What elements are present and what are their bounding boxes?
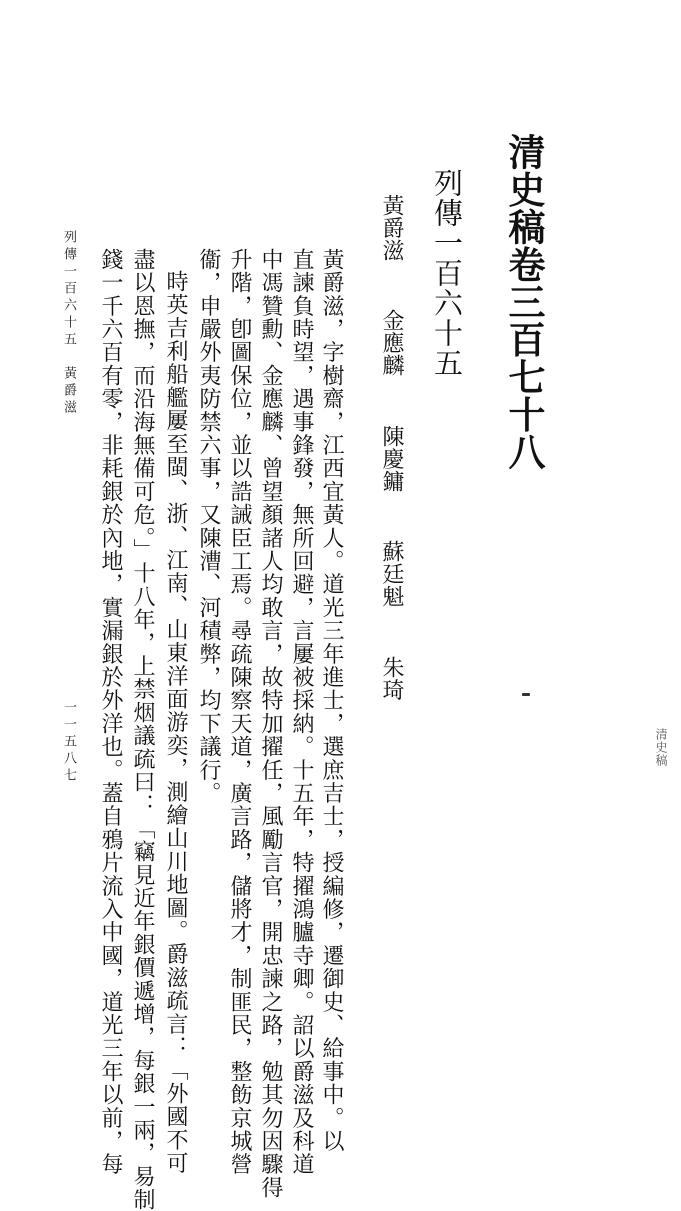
section-title: 列傳一百六十五 (430, 168, 464, 378)
ink-mark (522, 693, 530, 696)
biography-name: 陳慶鏞 (379, 424, 404, 493)
body-column: 錢一千六百有零，非耗銀於內地，實漏銀於外洋也。蓋自鴉片流入中國，道光三年以前，每 (98, 248, 123, 1176)
body-column: 黃爵滋，字樹齋，江西宜黃人。道光三年進士，選庶吉士，授編修，遷御史、給事中。以 (319, 248, 344, 1153)
body-column: 直諫負時望，遇事鋒發，無所回避，言屢被採納。十五年，特擢鴻臚寺卿。詔以爵滋及科道 (289, 248, 314, 1176)
book-title: 清史稿卷三百七十八 (502, 133, 546, 471)
edge-stamp: 清史稿 (654, 728, 668, 767)
biography-name: 黃爵滋 (379, 194, 404, 262)
margin-label: 列傳一百六十五 黃爵滋 (61, 230, 76, 417)
body-column: 升階，卽圖保位，並以誥誡臣工焉。尋疏陳察天道，廣言路，儲將才，制匪民，整飭京城營 (227, 248, 252, 1176)
biography-name: 蘇廷魁 (379, 540, 404, 609)
body-column: 時英吉利船艦屢至閩、浙、江南、山東洋面游奕，測繪山川地圖。爵滋疏言：「外國不可 (163, 270, 188, 1175)
page-number: 一一五八七 (61, 700, 76, 785)
biography-name: 朱琦 (379, 655, 404, 701)
biography-name: 金應麟 (379, 309, 404, 378)
body-column: 盡以恩撫，而沿海無備可危。」十八年，上禁烟議疏曰：「竊見近年銀價遞增，每銀一兩，易制 (130, 248, 155, 1211)
biography-list (380, 194, 402, 701)
body-column: 衞，申嚴外夷防禁六事，又陳漕、河積弊，均下議行。 (196, 248, 221, 805)
body-column: 中馮贊勳、金應麟、曾望顏諸人均敢言，故特加擢任，風勵言官，開忠諫之路，勉其勿因驟得 (258, 248, 283, 1200)
